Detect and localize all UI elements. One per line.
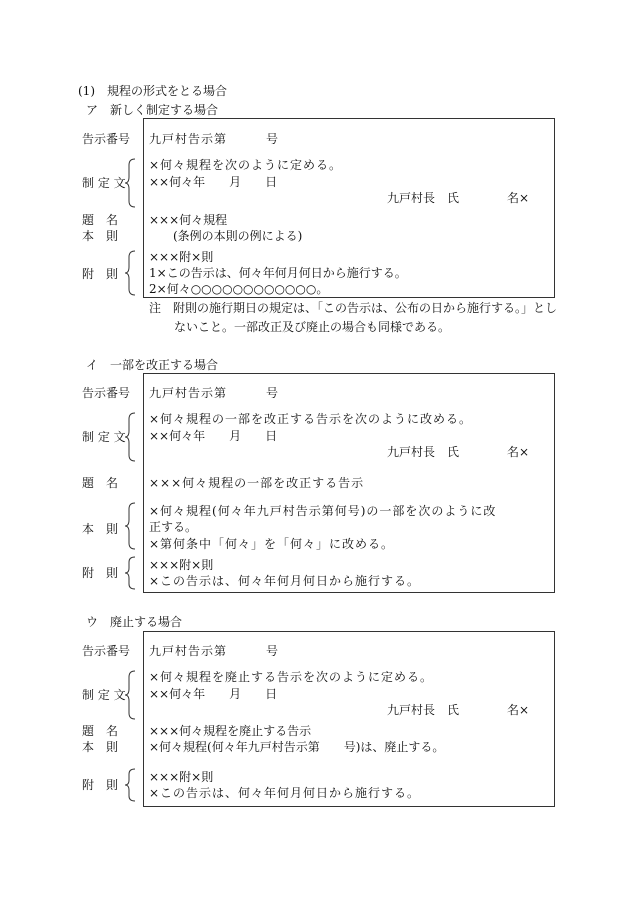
left-brace-icon [125, 670, 137, 720]
enactment-line-1: ×何々規程を廃止する告示を次のように定める。 [149, 670, 434, 684]
enactment-line-2: ××何々年 月 日 [149, 175, 278, 189]
supplementary-label: 附 則 [82, 566, 119, 580]
section-heading: (1) 規程の形式をとる場合 [78, 84, 227, 98]
left-brace-icon [125, 556, 137, 590]
section-a-title: ア 新しく制定する場合 [86, 103, 219, 117]
main-rule-line-2: 正する。 [149, 520, 198, 534]
title-value: ×××何々規程の一部を改正する告示 [149, 476, 365, 490]
title-label: 題 名 [82, 213, 119, 227]
main-rule-label: 本 則 [82, 229, 119, 243]
supplementary-line-1: ×××附×則 [149, 770, 214, 784]
left-brace-icon [125, 250, 137, 296]
left-brace-icon [125, 158, 137, 208]
note-line-1: 注 附則の施行期日の規定は、「この告示は、公布の日から施行する。」とし [149, 301, 558, 315]
supplementary-line-2: ×この告示は、何々年何月何日から施行する。 [149, 786, 421, 800]
notice-number-label: 告示番号 [82, 386, 131, 400]
main-rule-line-1: ×何々規程(何々年九戸村告示第何号)の一部を次のように改 [149, 504, 497, 518]
enactment-line-1: ×何々規程を次のように定める。 [149, 158, 343, 172]
enactment-line-2: ××何々年 月 日 [149, 687, 278, 701]
enactment-label: 制 定 文 [82, 430, 126, 444]
enactment-label: 制 定 文 [82, 688, 126, 702]
notice-number-label: 告示番号 [82, 644, 131, 658]
left-brace-icon [125, 502, 137, 550]
enactment-line-2: ××何々年 月 日 [149, 429, 278, 443]
main-rule-value: (条例の本則の例による) [149, 229, 303, 243]
supplementary-line-2: 1×この告示は、何々年何月何日から施行する。 [149, 266, 407, 280]
notice-number-label: 告示番号 [82, 132, 131, 146]
mayor-signature: 九戸村長 氏 名× [387, 703, 530, 717]
enactment-label: 制 定 文 [82, 176, 126, 190]
supplementary-line-1: ×××附×則 [149, 250, 214, 264]
supplementary-line-3: 2×何々○○○○○○○○○○○○。 [149, 282, 329, 296]
note-line-2: ないこと。一部改正及び廃止の場合も同様である。 [174, 320, 451, 334]
main-rule-value: ×何々規程(何々年九戸村告示第 号)は、廃止する。 [149, 740, 445, 754]
notice-number-value: 九戸村告示第 号 [149, 132, 280, 146]
mayor-signature: 九戸村長 氏 名× [387, 191, 530, 205]
supplementary-label: 附 則 [82, 778, 119, 792]
notice-number-value: 九戸村告示第 号 [149, 644, 280, 658]
title-label: 題 名 [82, 476, 119, 490]
title-label: 題 名 [82, 724, 119, 738]
section-b-title: イ 一部を改正する場合 [86, 358, 219, 372]
main-rule-label: 本 則 [82, 522, 119, 536]
enactment-line-1: ×何々規程の一部を改正する告示を次のように改める。 [149, 412, 473, 426]
left-brace-icon [125, 412, 137, 462]
section-c-title: ウ 廃止する場合 [86, 615, 183, 629]
title-value: ×××何々規程 [149, 213, 228, 227]
left-brace-icon [125, 768, 137, 802]
supplementary-label: 附 則 [82, 267, 119, 281]
title-value: ×××何々規程を廃止する告示 [149, 724, 312, 738]
main-rule-line-3: ×第何条中「何々」を「何々」に改める。 [149, 537, 395, 551]
supplementary-line-2: ×この告示は、何々年何月何日から施行する。 [149, 574, 421, 588]
notice-number-value: 九戸村告示第 号 [149, 386, 280, 400]
mayor-signature: 九戸村長 氏 名× [387, 445, 530, 459]
main-rule-label: 本 則 [82, 740, 119, 754]
supplementary-line-1: ×××附×則 [149, 558, 214, 572]
